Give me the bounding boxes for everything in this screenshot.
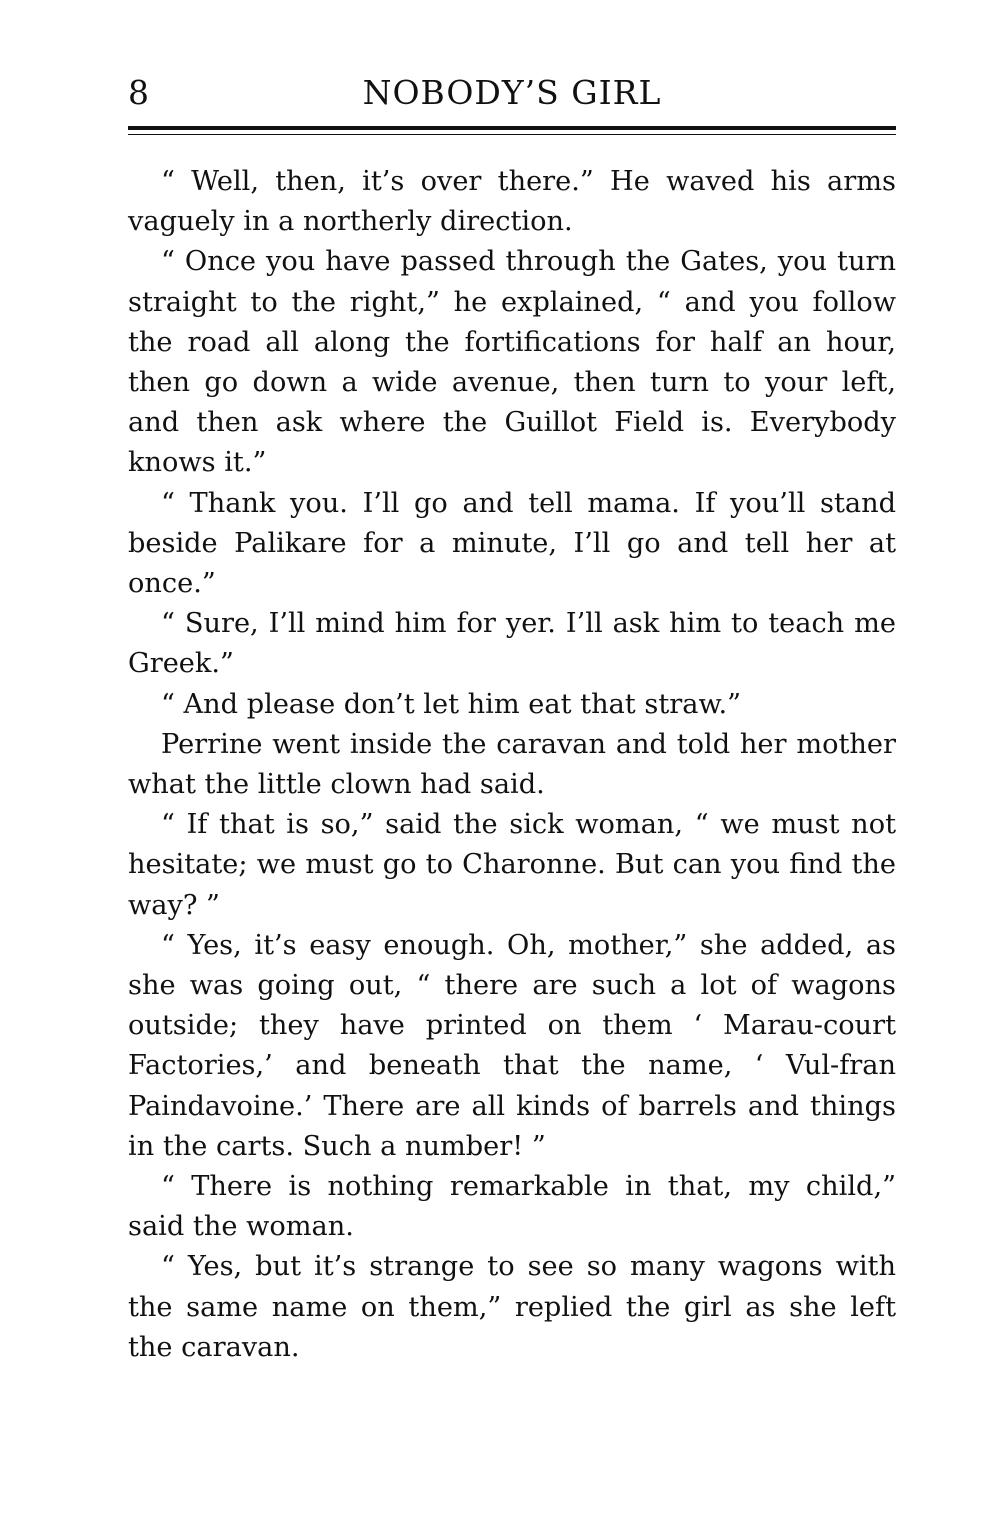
running-title: NOBODY’S GIRL bbox=[362, 73, 662, 112]
header-rule bbox=[128, 126, 896, 135]
paragraph: “ Sure, I’ll mind him for yer. I’ll ask him to teach me Greek.” bbox=[128, 608, 896, 680]
paragraph: “ Yes, it’s easy enough. Oh, mother,” she added, as she was going out, “ there are such a lot of wagons outside; they have printed on them ‘ Marau-court Factories,’ and beneath that the name, ‘ Vul-fran Paindavoine.’ There are all kinds of barrels and things in the carts. Such a number! ” bbox=[128, 929, 896, 1162]
paragraph: “ Once you have passed through the Gates, you turn straight to the right,” he explained, “ and you follow the road all along the fortifications for half an hour, then go down a wide avenue, then turn to your left, and then ask where the Guillot Field is. Everybody knows it.” bbox=[128, 246, 896, 479]
body-text bbox=[128, 162, 896, 1368]
paragraph: “ Yes, but it’s strange to see so many wagons with the same name on them,” replied the girl as she left the caravan. bbox=[128, 1251, 896, 1363]
paragraph: Perrine went inside the caravan and told her mother what the little clown had said. bbox=[128, 728, 896, 801]
paragraph: “ And please don’t let him eat that straw.” bbox=[161, 688, 742, 720]
page-number: 8 bbox=[128, 73, 150, 112]
paragraph: “ Well, then, it’s over there.” He waved his arms vaguely in a northerly direction. bbox=[128, 166, 896, 238]
paragraph: “ If that is so,” said the sick woman, “ we must not hesitate; we must go to Charonne. But can you find the way? ” bbox=[128, 809, 896, 921]
page-header bbox=[128, 70, 896, 116]
paragraph: “ There is nothing remarkable in that, my child,” said the woman. bbox=[128, 1171, 896, 1243]
book-page bbox=[128, 70, 896, 1368]
paragraph: “ Thank you. I’ll go and tell mama. If you’ll stand beside Palikare for a minute, I’ll go and tell her at once.” bbox=[128, 487, 896, 600]
